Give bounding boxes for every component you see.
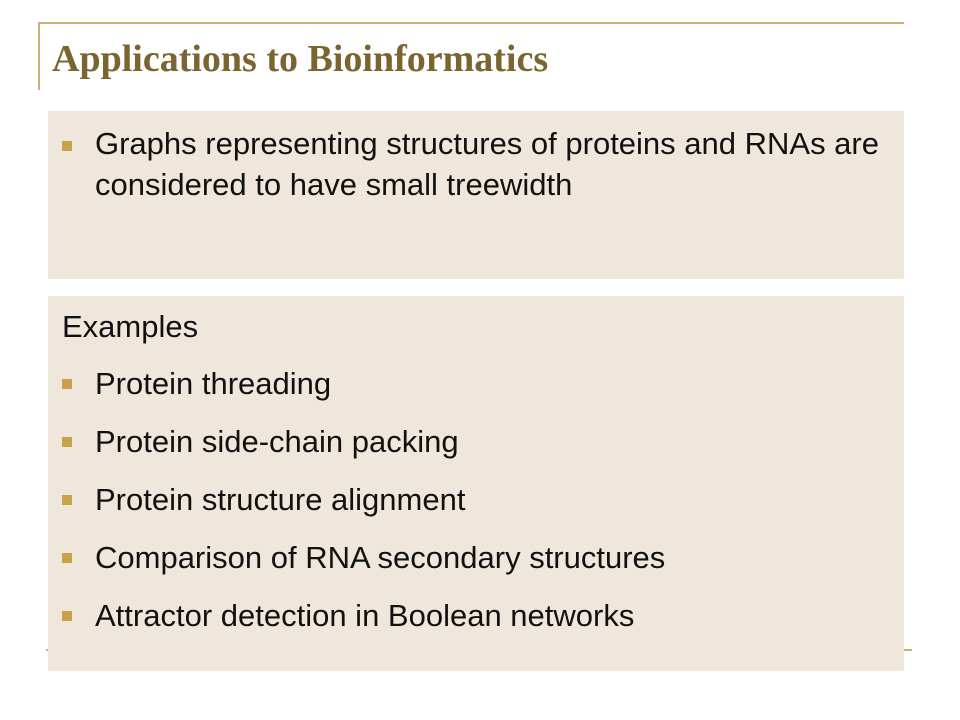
slide-title: Applications to Bioinformatics <box>52 38 549 80</box>
example-item <box>62 421 884 462</box>
square-bullet-icon <box>62 611 72 621</box>
main-point-box <box>48 111 904 279</box>
examples-box <box>48 296 904 671</box>
example-item <box>62 595 884 636</box>
square-bullet-icon <box>62 495 72 505</box>
examples-label: Examples <box>62 309 199 344</box>
example-text: Attractor detection in Boolean networks <box>95 598 635 633</box>
frame-left-line <box>38 22 40 90</box>
example-text: Comparison of RNA secondary structures <box>95 540 666 575</box>
example-item <box>62 537 884 578</box>
example-text: Protein threading <box>95 366 332 401</box>
square-bullet-icon <box>62 379 72 389</box>
square-bullet-icon <box>62 437 72 447</box>
example-item <box>62 479 884 520</box>
main-bullet-text: Graphs representing structures of proteins and RNAs are considered to have small treewidth <box>95 126 879 202</box>
frame-top-line <box>40 22 904 24</box>
main-bullet-item <box>62 123 884 205</box>
examples-list <box>62 363 884 636</box>
square-bullet-icon <box>62 141 72 151</box>
square-bullet-icon <box>62 553 72 563</box>
example-text: Protein structure alignment <box>95 482 466 517</box>
example-text: Protein side-chain packing <box>95 424 459 459</box>
example-item <box>62 363 884 404</box>
